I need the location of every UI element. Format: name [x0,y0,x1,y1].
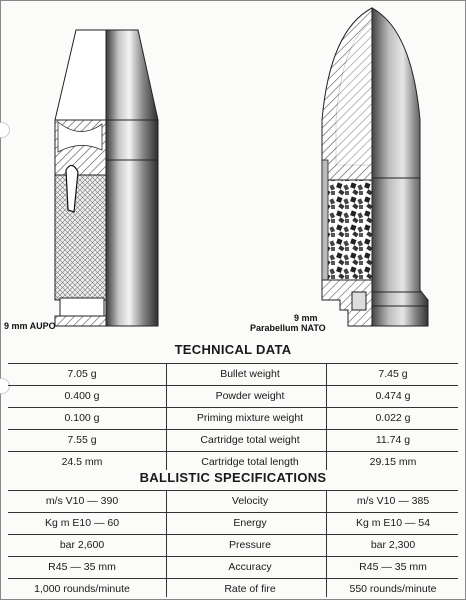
table-row [8,407,458,429]
aupo-cartridge [55,30,158,326]
parameter-label: Cartridge total length [201,456,299,468]
technical-data-title: TECHNICAL DATA [174,342,292,357]
aupo-value: Kg m E10 — 60 [44,517,120,529]
parabellum-value: 550 rounds/minute [349,583,437,595]
parameter-label: Powder weight [215,390,285,402]
ballistic-specs-table [8,490,458,600]
aupo-value: 0.400 g [64,390,100,402]
table-row [8,556,458,578]
parabellum-value: 0.474 g [375,390,411,402]
parameter-label: Priming mixture weight [196,412,304,424]
column-divider [326,490,327,597]
column-divider [326,363,327,470]
aupo-value: 1,000 rounds/minute [34,583,130,595]
table-row [8,429,458,451]
parabellum-value: 0.022 g [375,412,411,424]
parameter-label: Velocity [231,495,269,507]
table-row [8,512,458,534]
aupo-value: 24.5 mm [61,456,103,468]
aupo-value: 7.55 g [67,434,97,446]
parameter-label: Accuracy [228,561,272,573]
aupo-value: m/s V10 — 390 [45,495,119,507]
aupo-value: 0.100 g [64,412,100,424]
parabellum-value: m/s V10 — 385 [356,495,430,507]
parameter-label: Bullet weight [220,368,280,380]
parameter-label: Cartridge total weight [200,434,300,446]
aupo-label: 9 mm AUPO [4,321,56,331]
parameter-label: Energy [233,517,267,529]
parameter-label: Pressure [228,539,271,551]
parameter-label: Rate of fire [224,583,276,595]
table-row [8,363,458,385]
table-row [8,534,458,556]
parabellum-label-line1: 9 mm [294,313,318,323]
parabellum-value: bar 2,300 [370,539,416,551]
ballistic-specs-title: BALLISTIC SPECIFICATIONS [139,470,327,485]
aupo-value: 7.05 g [67,368,97,380]
technical-data-table [8,363,458,473]
parabellum-value: 7.45 g [378,368,408,380]
column-divider [166,363,167,470]
table-row [8,385,458,407]
aupo-value: R45 — 35 mm [48,561,116,573]
parabellum-value: 11.74 g [375,434,411,446]
parabellum-value: R45 — 35 mm [359,561,427,573]
parabellum-label-line2: Parabellum NATO [250,323,326,333]
parabellum-value: Kg m E10 — 54 [355,517,431,529]
parabellum-value: 29.15 mm [369,456,417,468]
aupo-value: bar 2,600 [59,539,105,551]
table-row [8,490,458,512]
column-divider [166,490,167,597]
parabellum-cartridge [322,8,428,326]
table-row [8,578,458,600]
